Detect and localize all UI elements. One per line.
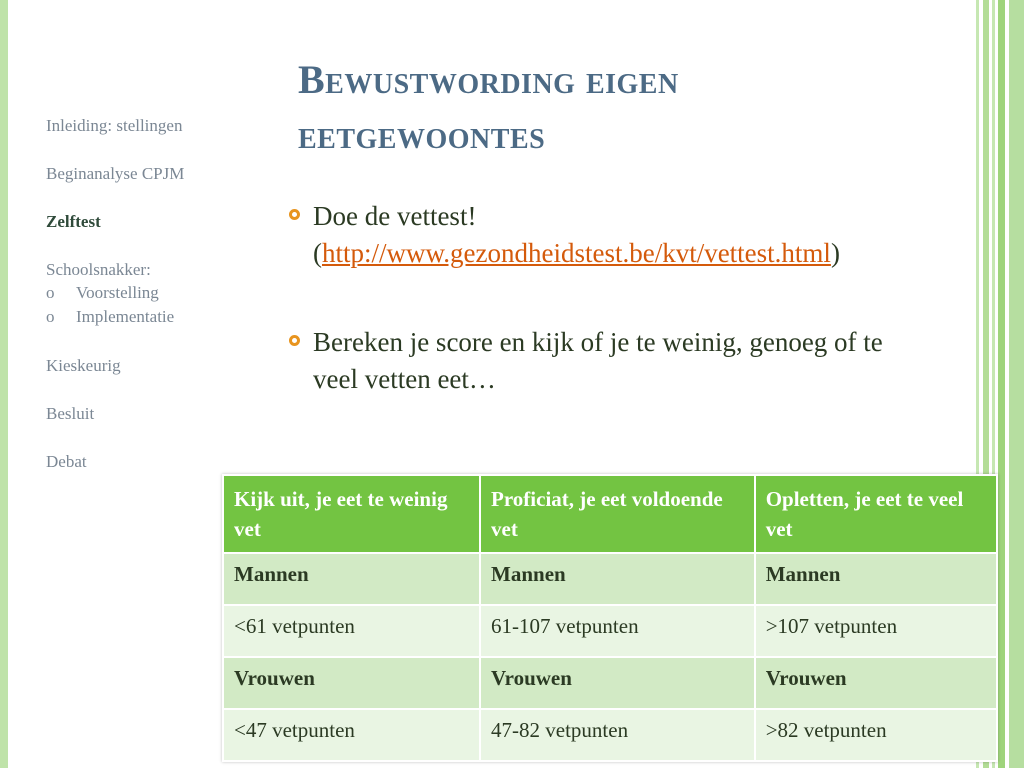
table-row <box>223 657 997 709</box>
table-cell: 47-82 vetpunten <box>480 709 755 761</box>
circle-bullet-icon: o <box>46 283 55 302</box>
bullet-text: Bereken je score en kijk of je te weinig, genoeg of te veel vetten eet… <box>313 327 883 394</box>
table-cell: >107 vetpunten <box>755 605 997 657</box>
table-cell: <61 vetpunten <box>223 605 480 657</box>
right-decor-stripe <box>998 0 1005 768</box>
orange-ring-bullet-icon <box>289 209 300 220</box>
nav-item-besluit[interactable]: Besluit <box>46 404 95 423</box>
table-cell: Vrouwen <box>480 657 755 709</box>
table-cell: Mannen <box>223 553 480 605</box>
table-row <box>223 605 997 657</box>
table-row <box>223 709 997 761</box>
nav-subitem-label: Voorstelling <box>76 283 159 302</box>
orange-ring-bullet-icon <box>289 335 300 346</box>
nav-item-schoolsnakker[interactable]: Schoolsnakker: <box>46 260 151 279</box>
nav-item-inleiding[interactable]: Inleiding: stellingen <box>46 116 183 135</box>
slide-title: Bewustwording eigen eetgewoontes <box>298 57 679 157</box>
table-header-cell: Proficiat, je eet voldoende vet <box>480 475 755 553</box>
nav-item-beginanalyse[interactable]: Beginanalyse CPJM <box>46 164 185 183</box>
nav-item-zelftest-active[interactable]: Zelftest <box>46 212 101 231</box>
nav-subitem-implementatie[interactable] <box>46 305 266 329</box>
vettest-link[interactable]: http://www.gezondheidstest.be/kvt/vettest.html <box>322 238 831 268</box>
section-navigation <box>46 115 266 473</box>
bullet-item-vettest <box>289 198 929 272</box>
close-paren: ) <box>830 238 840 268</box>
table-cell: Mannen <box>755 553 997 605</box>
table-header-cell: Kijk uit, je eet te weinig vet <box>223 475 480 553</box>
nav-subitem-label: Implementatie <box>76 307 175 326</box>
table-cell: Mannen <box>480 553 755 605</box>
table-cell: >82 vetpunten <box>755 709 997 761</box>
open-paren: ( <box>313 238 322 268</box>
bullet-item-score <box>289 324 929 398</box>
bullet-heading: Doe de vettest! <box>313 201 477 231</box>
table-cell: <47 vetpunten <box>223 709 480 761</box>
right-decor-stripe <box>1009 0 1024 768</box>
left-frame-border <box>0 0 8 768</box>
score-table <box>222 474 998 762</box>
bullet-text <box>313 198 918 272</box>
circle-bullet-icon: o <box>46 307 55 326</box>
nav-subitem-voorstelling[interactable] <box>46 281 266 305</box>
nav-item-kieskeurig[interactable]: Kieskeurig <box>46 356 121 375</box>
table-cell: Vrouwen <box>223 657 480 709</box>
table-cell: 61-107 vetpunten <box>480 605 755 657</box>
bullet-link-line <box>313 235 918 272</box>
bullet-list <box>289 198 929 450</box>
nav-item-debat[interactable]: Debat <box>46 452 87 471</box>
table-header-row <box>223 475 997 553</box>
table-row <box>223 553 997 605</box>
table-cell: Vrouwen <box>755 657 997 709</box>
table-header-cell: Opletten, je eet te veel vet <box>755 475 997 553</box>
